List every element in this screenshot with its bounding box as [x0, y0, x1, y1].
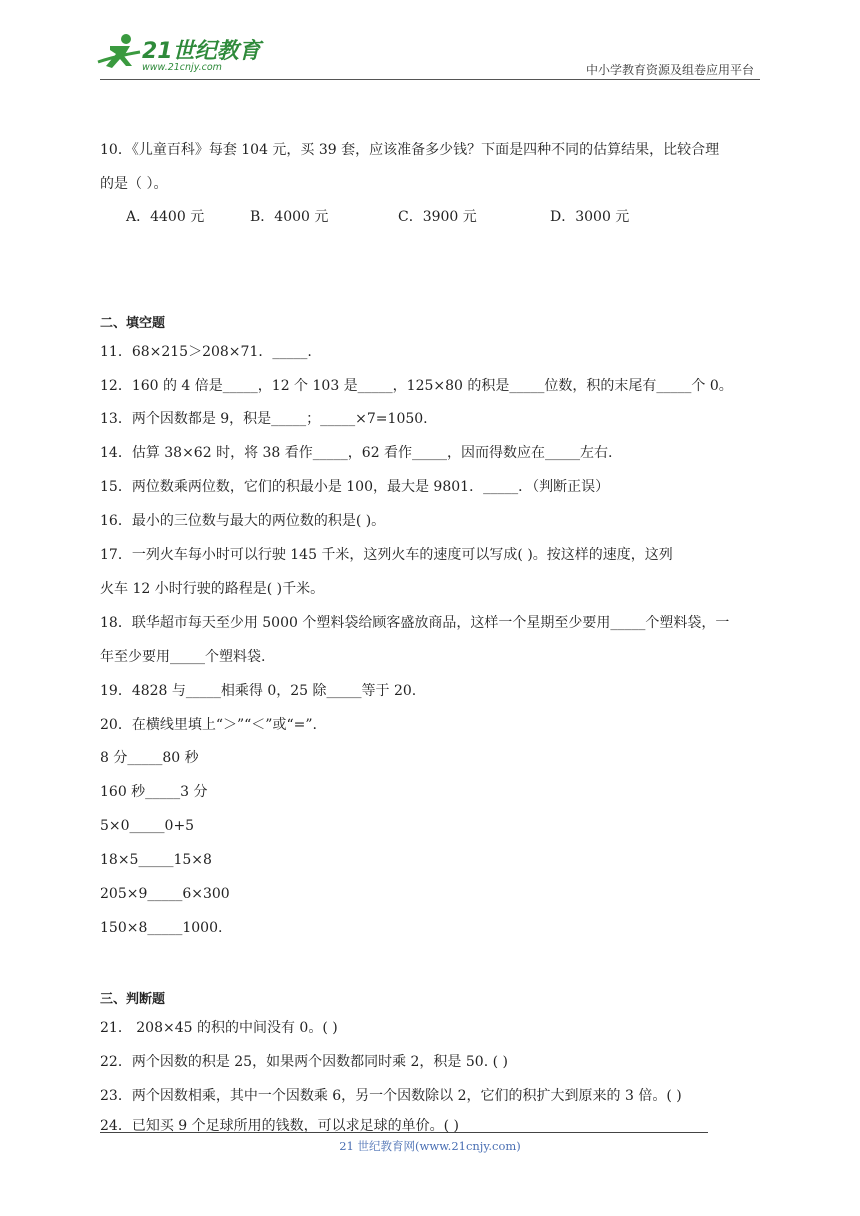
- question-10-line1: 10．《儿童百科》每套 104 元，买 39 套，应该准备多少钱？下面是四种不同的估算结果，比较合理: [100, 142, 720, 158]
- header-divider: [100, 79, 760, 80]
- question-17-line1: 17．一列火车每小时可以行驶 145 千米，这列火车的速度可以写成( )。按这样的速度，这列: [100, 547, 673, 563]
- question-11: 11．68×215＞208×71．_____.: [100, 344, 312, 360]
- compare-item: 8 分_____80 秒: [100, 750, 199, 766]
- footer-source: 21 世纪教育网(www.21cnjy.com): [339, 1139, 521, 1153]
- compare-item: 160 秒_____3 分: [100, 784, 208, 800]
- option-b: B．4000 元: [250, 209, 329, 225]
- question-23: 23．两个因数相乘，其中一个因数乘 6，另一个因数除以 2，它们的积扩大到原来的 3 倍。( ): [100, 1088, 682, 1104]
- section-heading-fill: 二、填空题: [100, 316, 166, 331]
- option-c: C．3900 元: [398, 209, 477, 225]
- question-18-line1: 18．联华超市每天至少用 5000 个塑料袋给顾客盛放商品，这样一个星期至少要用_____个塑料袋，一: [100, 615, 730, 631]
- compare-item: 150×8_____1000.: [100, 920, 223, 936]
- question-18-line2: 年至少要用_____个塑料袋.: [100, 649, 266, 665]
- platform-name: 中小学教育资源及组卷应用平台: [585, 63, 754, 77]
- option-a: A．4400 元: [126, 209, 205, 225]
- footer-divider: [100, 1132, 708, 1133]
- question-24: 24．已知买 9 个足球所用的钱数，可以求足球的单价。( ): [100, 1118, 459, 1134]
- compare-item: 205×9_____6×300: [100, 886, 230, 902]
- question-16: 16．最小的三位数与最大的两位数的积是( )。: [100, 513, 386, 529]
- runner-logo-icon: [96, 32, 144, 76]
- option-d: D．3000 元: [550, 209, 630, 225]
- section-heading-judge: 三、判断题: [100, 992, 166, 1007]
- question-14: 14．估算 38×62 时，将 38 看作_____，62 看作_____，因而得数应在_____左右.: [100, 445, 613, 461]
- question-17-line2: 火车 12 小时行驶的路程是( )千米。: [100, 581, 325, 597]
- compare-item: 18×5_____15×8: [100, 852, 212, 868]
- question-20: 20．在横线里填上“＞”“＜”或“=”.: [100, 717, 317, 733]
- page-header: [0, 0, 860, 90]
- question-21: 21． 208×45 的积的中间没有 0。( ): [100, 1020, 338, 1036]
- question-15: 15．两位数乘两位数，它们的积最小是 100，最大是 9801．_____．（判断正误）: [100, 479, 610, 495]
- logo-text: 21世纪教育: [142, 39, 261, 64]
- question-10-line2: 的是（ ）。: [100, 176, 168, 192]
- compare-item: 5×0_____0+5: [100, 818, 195, 834]
- question-22: 22．两个因数的积是 25，如果两个因数都同时乘 2，积是 50. ( ): [100, 1054, 508, 1070]
- logo-url: www.21cnjy.com: [142, 62, 222, 73]
- logo: [96, 32, 266, 80]
- question-13: 13．两个因数都是 9，积是_____；_____×7=1050.: [100, 411, 428, 427]
- question-12: 12．160 的 4 倍是_____，12 个 103 是_____，125×80 的积是_____位数，积的末尾有_____个 0。: [100, 378, 733, 394]
- question-19: 19．4828 与_____相乘得 0，25 除_____等于 20.: [100, 683, 417, 699]
